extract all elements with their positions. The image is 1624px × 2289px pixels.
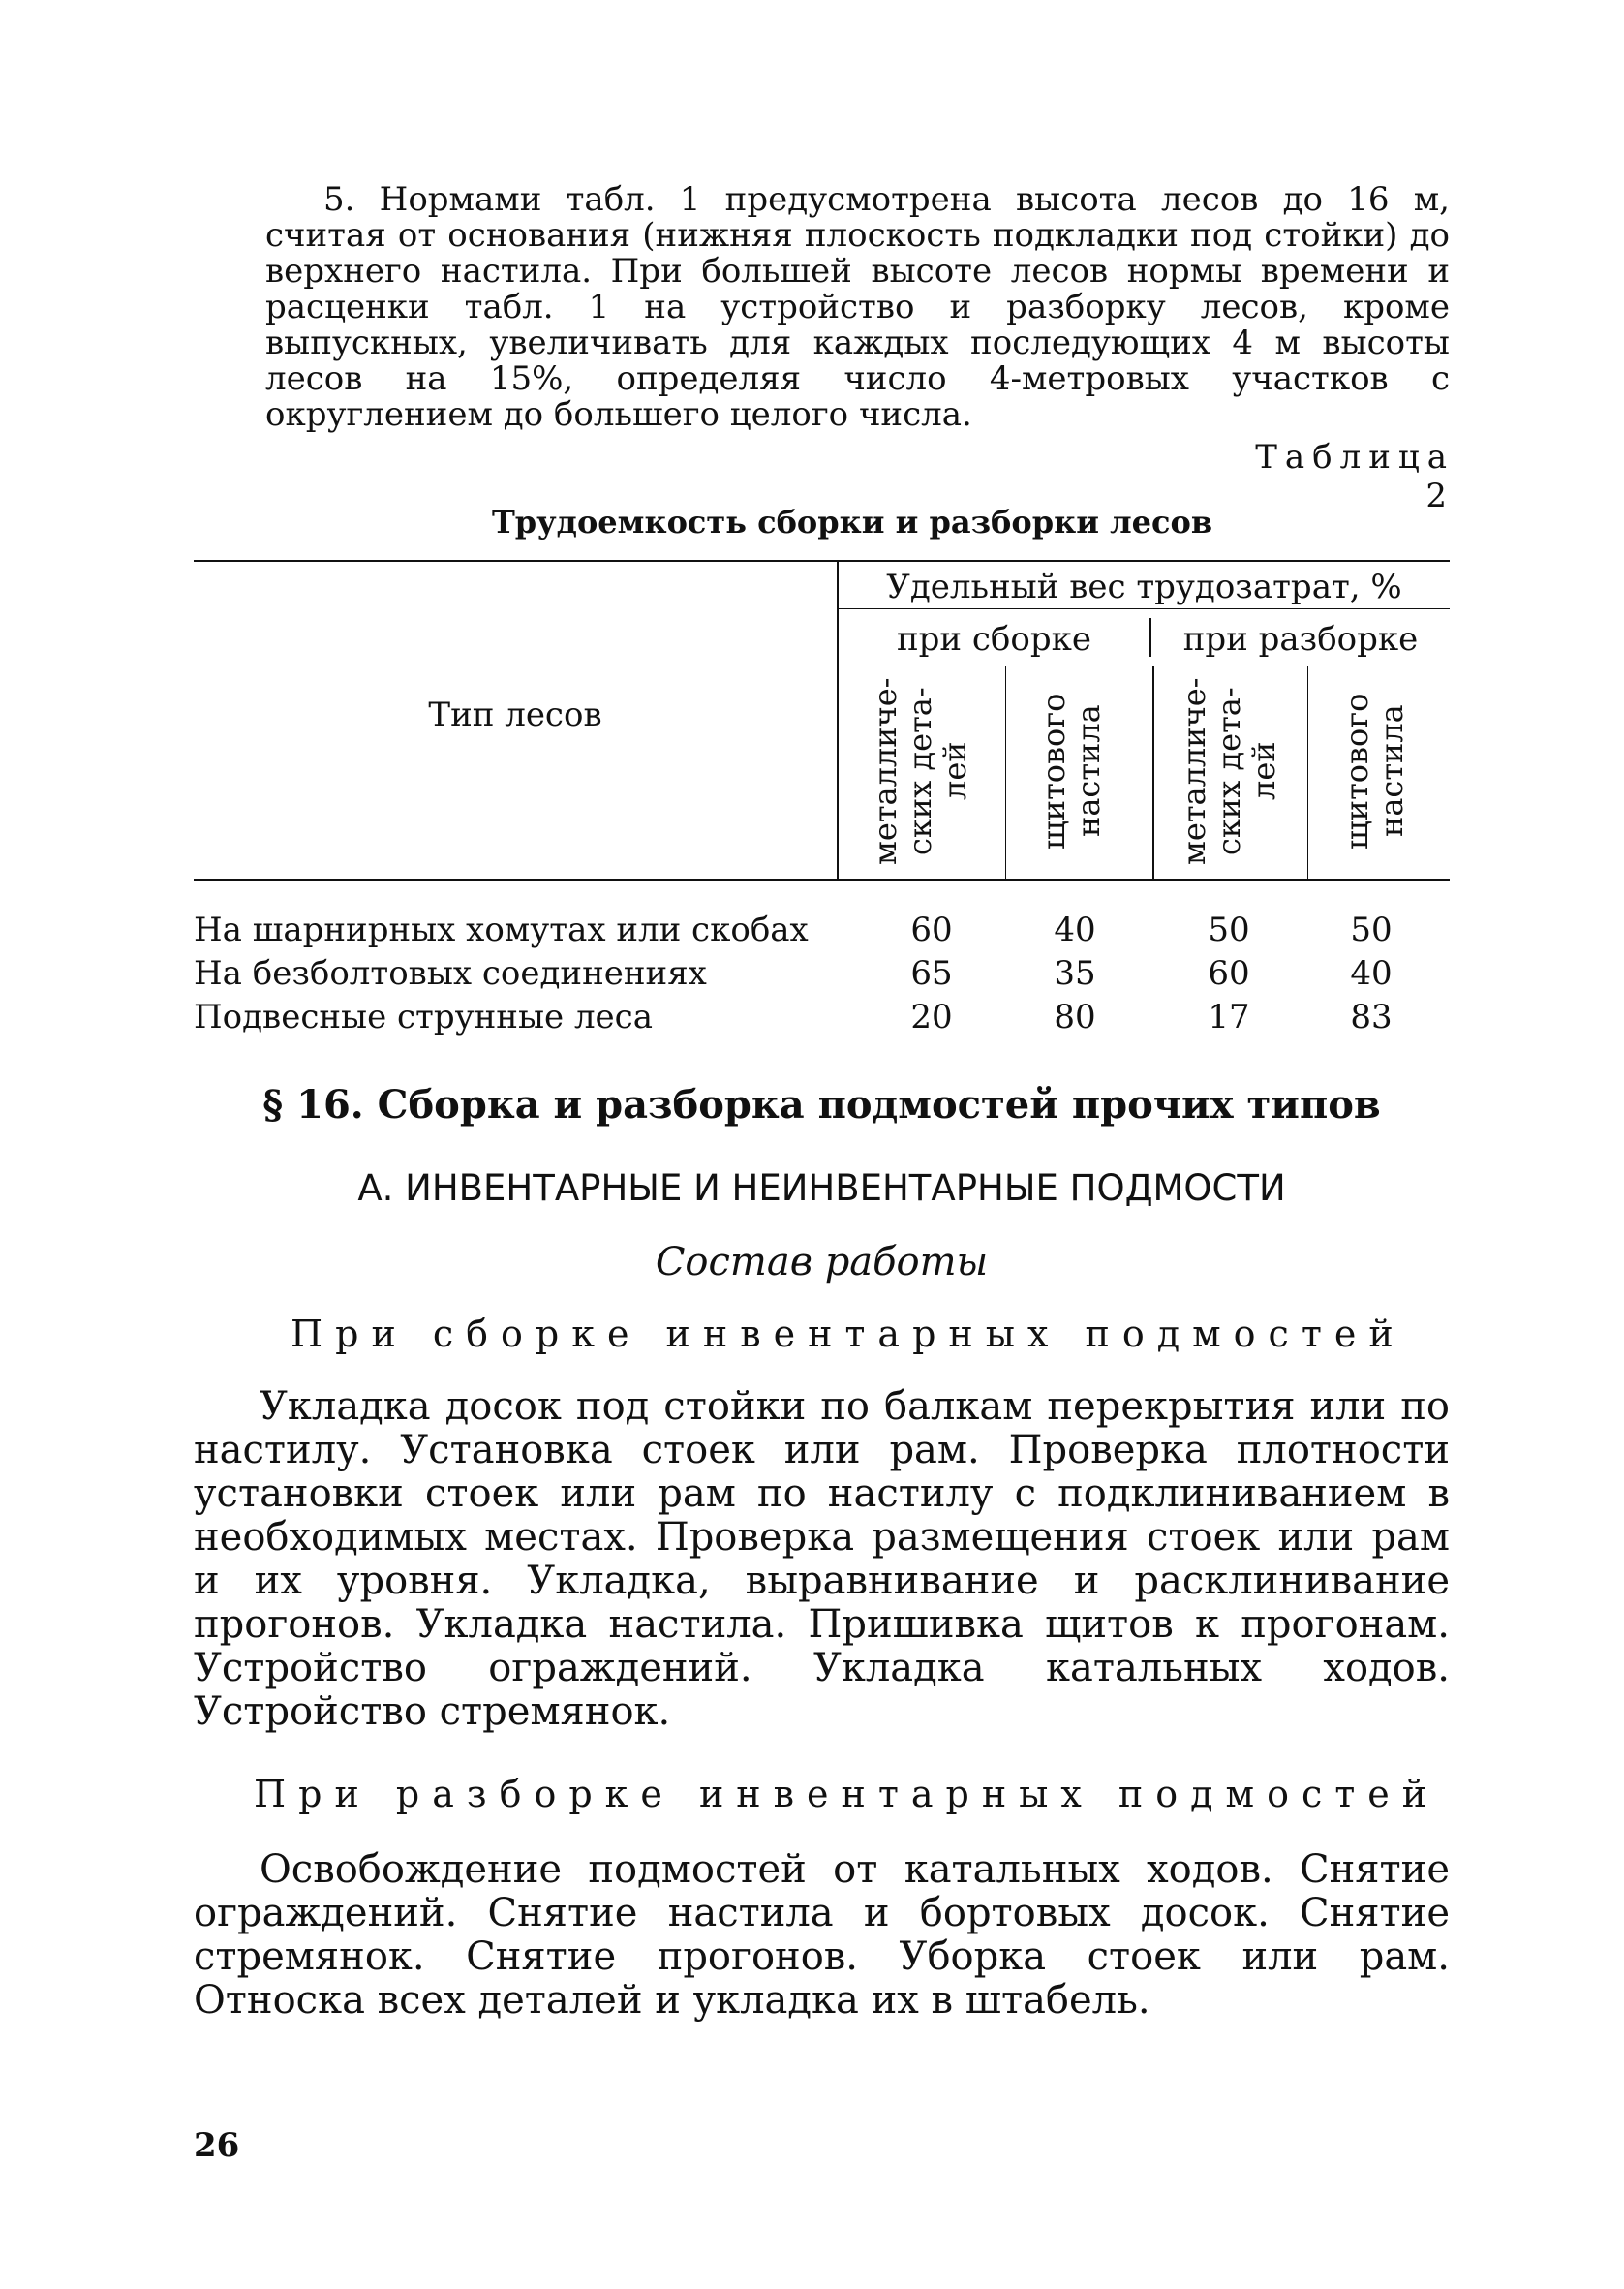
disassembly-heading: При разборке инвентарных подмостей xyxy=(254,1773,1440,1815)
cell-metal-disassembly: 60 xyxy=(1208,954,1250,993)
cell-metal-disassembly: 50 xyxy=(1208,911,1250,949)
header-shield-disassembly: щитового настила xyxy=(1338,693,1410,850)
cell-shield-disassembly: 40 xyxy=(1350,954,1393,993)
composition-heading: Состав работы xyxy=(655,1240,989,1284)
col-divider-3 xyxy=(1307,666,1308,879)
header-share: Удельный вес трудозатрат, % xyxy=(886,568,1402,606)
cell-metal-disassembly: 17 xyxy=(1208,998,1250,1036)
row-type: На безболтовых соединениях xyxy=(194,954,707,993)
section-title: § 16. Сборка и разборка подмостей прочих типов xyxy=(262,1082,1381,1128)
cell-shield-disassembly: 83 xyxy=(1350,998,1393,1036)
cell-shield-assembly: 80 xyxy=(1054,998,1096,1036)
cell-metal-assembly: 65 xyxy=(910,954,953,993)
intro-paragraph: 5. Нормами табл. 1 предусмотрена высота лесов до 16 м, считая от основания (нижняя плоскость подкладки под стойки) до верхнего настила. При большей высоте лесов нормы времени и расценки табл. 1 на устройство и разборку лесов, кроме выпускных, увеличивать для каждых последующих 4 м высоты лесов на 15%, определяя число 4-метровых участков с округлением до большего целого числа. xyxy=(265,180,1450,434)
section-subtitle: А. ИНВЕНТАРНЫЕ И НЕИНВЕНТАРНЫЕ ПОДМОСТИ xyxy=(357,1167,1286,1209)
cell-metal-assembly: 20 xyxy=(910,998,953,1036)
table-number: Таблица 2 xyxy=(1255,438,1455,515)
header-metal-disassembly: металличе- ских дета- лей xyxy=(1176,677,1282,865)
assembly-heading: При сборке инвентарных подмостей xyxy=(291,1313,1406,1355)
share-bottom-rule xyxy=(839,608,1450,609)
page-number: 26 xyxy=(194,2126,240,2165)
header-metal-assembly: металличе- ских дета- лей xyxy=(867,677,973,865)
row-type: На шарнирных хомутах или скобах xyxy=(194,911,809,949)
table-header-bottom-rule xyxy=(194,879,1450,881)
disassembly-paragraph: Освобождение подмостей от катальных ходов. Снятие ограждений. Снятие настила и бортовых досок. Снятие стремянок. Снятие прогонов. Уборка стоек или рам. Относка всех деталей и укладка их в штабель. xyxy=(194,1847,1450,2023)
assembly-paragraph: Укладка досок под стойки по балкам перекрытия или по настилу. Установка стоек или рам. Проверка плотности установки стоек или рам по настилу с подклиниванием в необходимых местах. Проверка размещения стоек или рам и их уровня. Укладка, выравнивание и расклинивание прогонов. Укладка настила. Пришивка щитов к прогонам. Устройство ограждений. Укладка катальных ходов. Устройство стремянок. xyxy=(194,1384,1450,1734)
header-disassembly: при разборке xyxy=(1182,620,1419,659)
header-type: Тип лесов xyxy=(428,696,602,734)
table-type-divider xyxy=(837,562,839,879)
cell-shield-disassembly: 50 xyxy=(1350,911,1393,949)
col-divider-1 xyxy=(1005,666,1006,879)
header-shield-assembly: щитового настила xyxy=(1035,693,1107,850)
col-divider-2 xyxy=(1152,666,1154,879)
cell-metal-assembly: 60 xyxy=(910,911,953,949)
table-title: Трудоемкость сборки и разборки лесов xyxy=(491,504,1213,541)
cell-shield-assembly: 40 xyxy=(1054,911,1096,949)
row-type: Подвесные струнные леса xyxy=(194,998,653,1036)
table-top-rule xyxy=(194,560,1450,562)
header-assembly: при сборке xyxy=(896,620,1091,659)
cell-shield-assembly: 35 xyxy=(1054,954,1096,993)
